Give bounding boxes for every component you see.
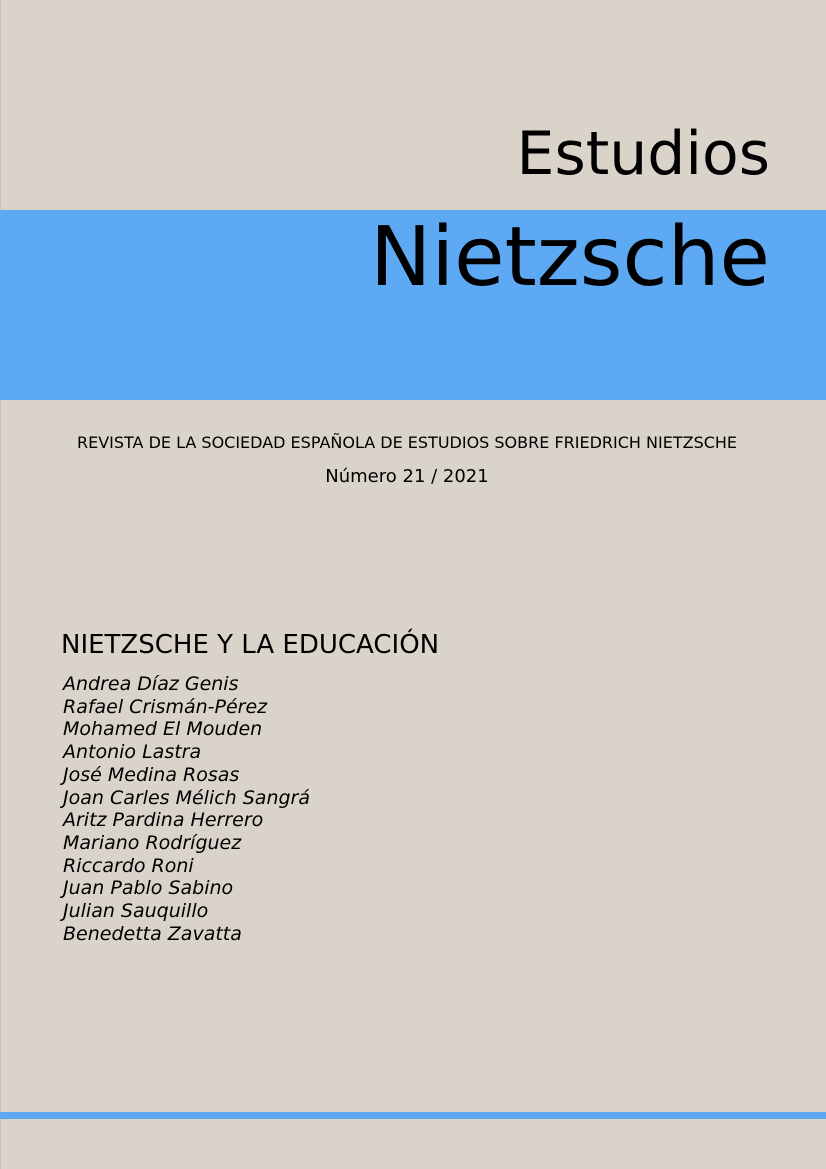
author-name: José Medina Rosas	[63, 763, 240, 786]
author-name: Joan Carles Mélich Sangrá	[63, 786, 311, 809]
author-name: Mohamed El Mouden	[63, 718, 263, 741]
author-list	[63, 673, 310, 945]
journal-subtitle: REVISTA DE LA SOCIEDAD ESPAÑOLA DE ESTUDIOS SOBRE FRIEDRICH NIETZSCHE	[76, 433, 738, 452]
author-name: Mariano Rodríguez	[63, 831, 242, 854]
journal-title-line1: Estudios	[516, 119, 770, 189]
journal-title-line2: Nietzsche	[370, 210, 770, 305]
author-name: Antonio Lastra	[63, 741, 202, 764]
author-name: Benedetta Zavatta	[63, 922, 242, 945]
author-name: Aritz Pardina Herrero	[63, 809, 264, 832]
bottom-stripe	[0, 1112, 826, 1119]
dossier-title: NIETZSCHE Y LA EDUCACIÓN	[61, 630, 440, 660]
author-name: Juan Pablo Sabino	[63, 877, 234, 900]
author-name: Riccardo Roni	[63, 854, 194, 877]
author-name: Julian Sauquillo	[63, 900, 209, 923]
author-name: Rafael Crismán-Pérez	[63, 695, 268, 718]
author-name: Andrea Díaz Genis	[63, 673, 239, 695]
issue-number: Número 21 / 2021	[325, 466, 489, 487]
page-edge	[0, 0, 1, 1169]
